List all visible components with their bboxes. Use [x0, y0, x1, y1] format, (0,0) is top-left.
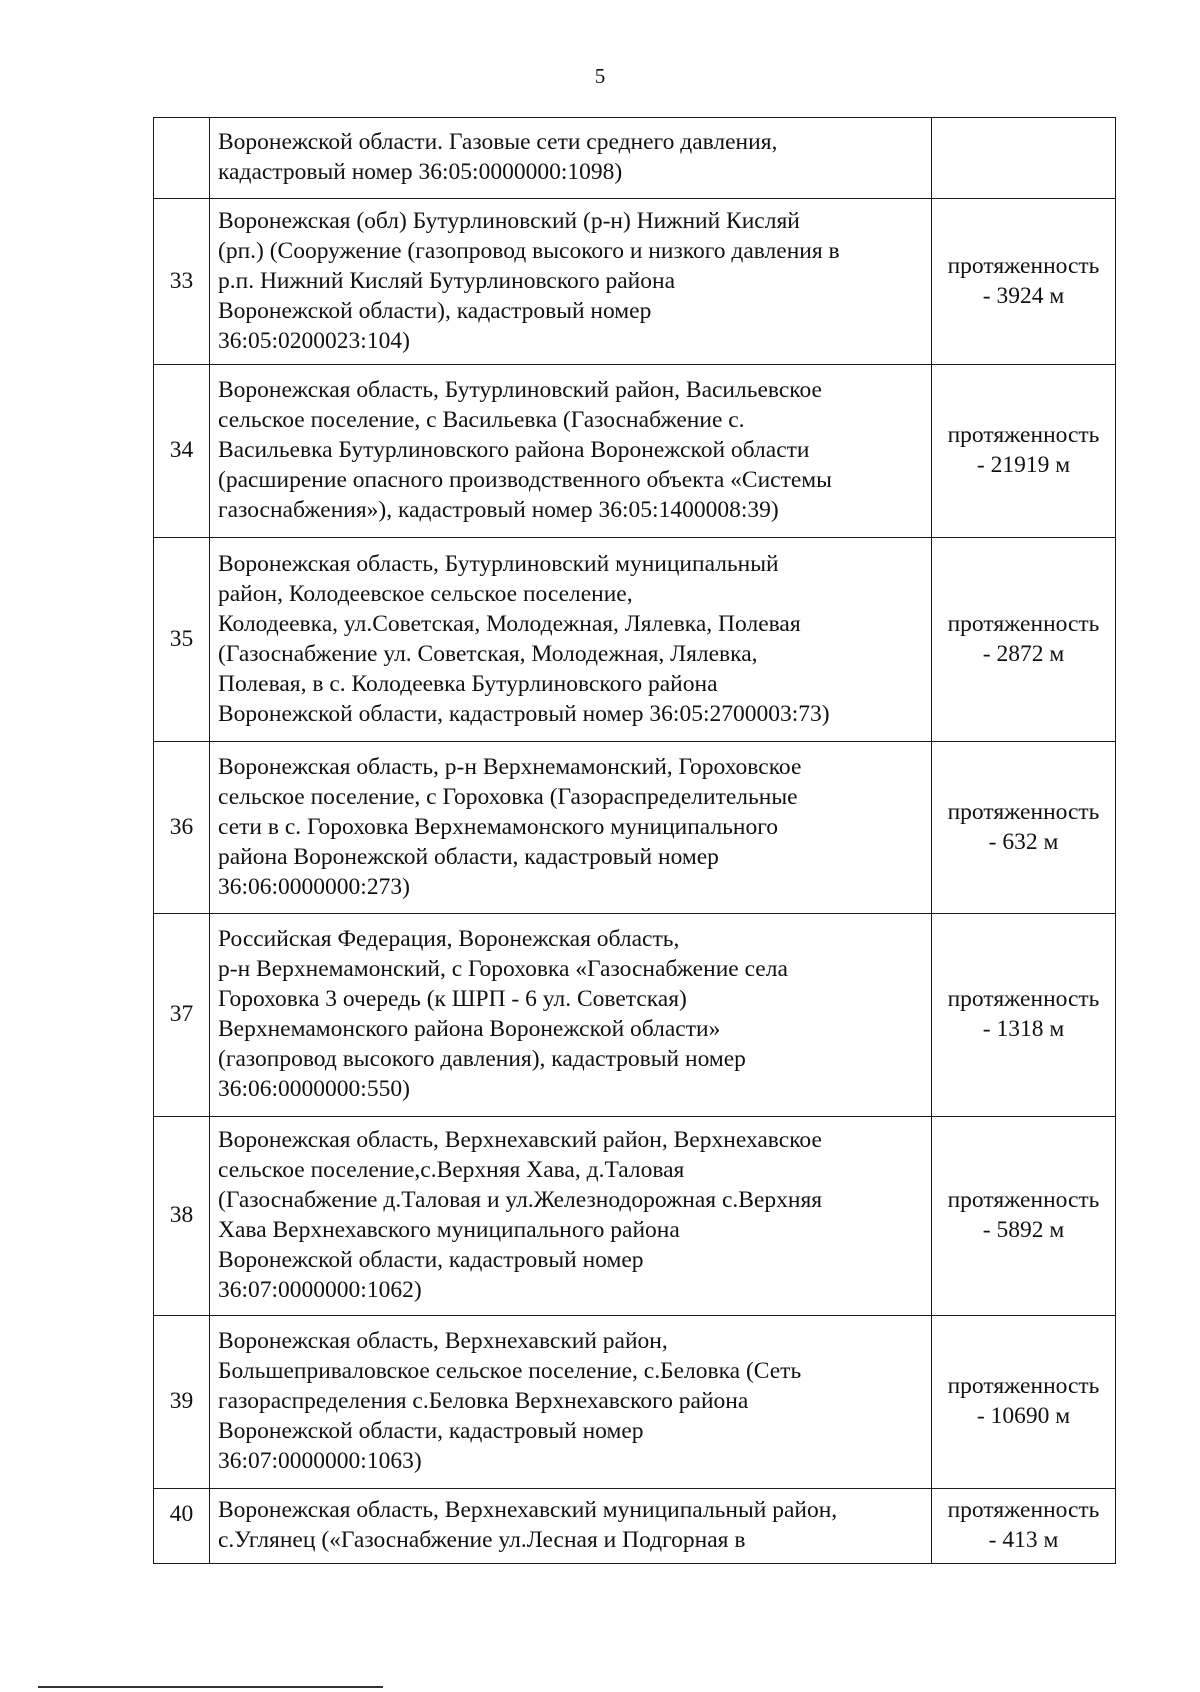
description-line: района Воронежской области, кадастровый номер — [218, 843, 719, 870]
description-line: Гороховка 3 очередь (к ШРП - 6 ул. Советская) — [218, 986, 687, 1012]
length-cell — [932, 365, 1116, 538]
description-line: (рп.) (Сооружение (газопровод высокого и низкого давления в — [218, 237, 840, 264]
object-description — [210, 199, 932, 365]
description-line: с.Углянец («Газоснабжение ул.Лесная и Подгорная в — [218, 1527, 746, 1553]
length-cell — [932, 914, 1116, 1117]
description-line: кадастровый номер 36:05:0000000:1098) — [218, 159, 623, 185]
table-row — [154, 1489, 1116, 1564]
description-line: Воронежской области, кадастровый номер — [218, 1418, 644, 1444]
table-row — [154, 914, 1116, 1117]
description-line: Воронежская (обл) Бутурлиновский (р-н) Нижний Кисляй — [218, 207, 800, 234]
description-line: 36:07:0000000:1063) — [218, 1448, 422, 1474]
description-line: Полевая, в с. Колодеевка Бутурлиновского района — [218, 670, 718, 697]
footer-rule — [38, 1686, 383, 1688]
length-value: - 1318 м — [982, 1016, 1065, 1042]
description-line: Воронежская область, Верхнехавский муниципальный район, — [218, 1497, 838, 1523]
length-value: - 413 м — [988, 1527, 1059, 1553]
table-row — [154, 199, 1116, 365]
object-description — [210, 1489, 932, 1564]
object-description — [210, 1316, 932, 1489]
length-label: протяженность — [947, 1497, 1100, 1523]
description-line: (расширение опасного производственного объекта «Системы — [218, 467, 832, 493]
length-cell — [932, 118, 1116, 199]
length-cell — [932, 199, 1116, 365]
description-line: Воронежская область, Бутурлиновский район, Васильевское — [218, 377, 822, 403]
table-row — [154, 118, 1116, 199]
length-value: - 632 м — [988, 828, 1059, 855]
description-line: (Газоснабжение ул. Советская, Молодежная, Лялевка, — [218, 640, 758, 667]
table-row — [154, 742, 1116, 914]
row-number: 40 — [154, 1489, 210, 1564]
description-line: Российская Федерация, Воронежская область, — [218, 926, 680, 952]
description-line: Воронежской области, кадастровый номер — [218, 1247, 644, 1273]
length-value: - 5892 м — [982, 1217, 1065, 1243]
length-cell — [932, 1117, 1116, 1316]
description-line: Большеприваловское сельское поселение, с.Беловка (Сеть — [218, 1358, 802, 1384]
row-number — [154, 118, 210, 199]
length-value: - 2872 м — [982, 640, 1065, 667]
row-number: 37 — [154, 914, 210, 1117]
description-line: (газопровод высокого давления), кадастровый номер — [218, 1046, 746, 1072]
description-line: Воронежская область, Верхнехавский район, Верхнехавское — [218, 1127, 822, 1153]
length-label: протяженность — [947, 422, 1100, 448]
object-description — [210, 118, 932, 199]
length-label: протяженность — [947, 610, 1100, 637]
row-number: 35 — [154, 538, 210, 742]
object-description — [210, 365, 932, 538]
row-number: 39 — [154, 1316, 210, 1489]
page-number: 5 — [594, 64, 606, 88]
table-body — [154, 118, 1116, 1564]
description-line: р.п. Нижний Кисляй Бутурлиновского района — [218, 267, 675, 294]
table-row — [154, 538, 1116, 742]
description-line: Колодеевка, ул.Советская, Молодежная, Лялевка, Полевая — [218, 610, 801, 637]
row-number: 38 — [154, 1117, 210, 1316]
row-number: 33 — [154, 199, 210, 365]
description-line: Хава Верхнехавского муниципального района — [218, 1217, 680, 1243]
length-label: протяженность — [947, 1187, 1100, 1213]
length-cell — [932, 1316, 1116, 1489]
row-number: 36 — [154, 742, 210, 914]
description-line: сети в с. Гороховка Верхнемамонского муниципального — [218, 813, 779, 840]
row-number: 34 — [154, 365, 210, 538]
length-label: протяженность — [947, 986, 1100, 1012]
length-label: протяженность — [947, 252, 1100, 279]
description-line: сельское поселение, с Васильевка (Газоснабжение с. — [218, 407, 745, 433]
description-line: Воронежской области), кадастровый номер — [218, 297, 652, 324]
table-row — [154, 365, 1116, 538]
description-line: Воронежская область, Бутурлиновский муниципальный — [218, 550, 779, 577]
object-description — [210, 538, 932, 742]
length-value: - 3924 м — [982, 282, 1065, 309]
description-line: Верхнемамонского района Воронежской области» — [218, 1016, 721, 1042]
description-line: Воронежская область, р-н Верхнемамонский, Гороховское — [218, 753, 802, 780]
description-line: 36:07:0000000:1062) — [218, 1277, 422, 1303]
description-line: сельское поселение,с.Верхняя Хава, д.Таловая — [218, 1157, 685, 1183]
length-cell — [932, 538, 1116, 742]
length-label: протяженность — [947, 798, 1100, 825]
table-row — [154, 1316, 1116, 1489]
table-row — [154, 1117, 1116, 1316]
description-line: 36:06:0000000:273) — [218, 873, 410, 900]
description-line: сельское поселение, с Гороховка (Газораспределительные — [218, 783, 798, 810]
description-line: Воронежской области. Газовые сети среднего давления, — [218, 129, 778, 155]
length-value: - 21919 м — [976, 452, 1071, 478]
length-cell — [932, 742, 1116, 914]
description-line: Васильевка Бутурлиновского района Воронежской области — [218, 437, 810, 463]
length-cell — [932, 1489, 1116, 1564]
object-description — [210, 1117, 932, 1316]
description-line: Воронежская область, Верхнехавский район, — [218, 1328, 668, 1354]
object-description — [210, 914, 932, 1117]
description-line: газоснабжения»), кадастровый номер 36:05:1400008:39) — [218, 497, 779, 523]
description-line: газораспределения с.Беловка Верхнехавского района — [218, 1388, 749, 1414]
description-line: р-н Верхнемамонский, с Гороховка «Газоснабжение села — [218, 956, 788, 982]
description-line: 36:06:0000000:550) — [218, 1076, 410, 1102]
length-value: - 10690 м — [976, 1403, 1071, 1429]
gas-network-table — [153, 117, 1116, 1564]
object-description — [210, 742, 932, 914]
description-line: Воронежской области, кадастровый номер 36:05:2700003:73) — [218, 700, 830, 727]
length-label: протяженность — [947, 1373, 1100, 1399]
description-line: район, Колодеевское сельское поселение, — [218, 580, 633, 607]
description-line: (Газоснабжение д.Таловая и ул.Железнодорожная с.Верхняя — [218, 1187, 823, 1213]
description-line: 36:05:0200023:104) — [218, 327, 410, 354]
